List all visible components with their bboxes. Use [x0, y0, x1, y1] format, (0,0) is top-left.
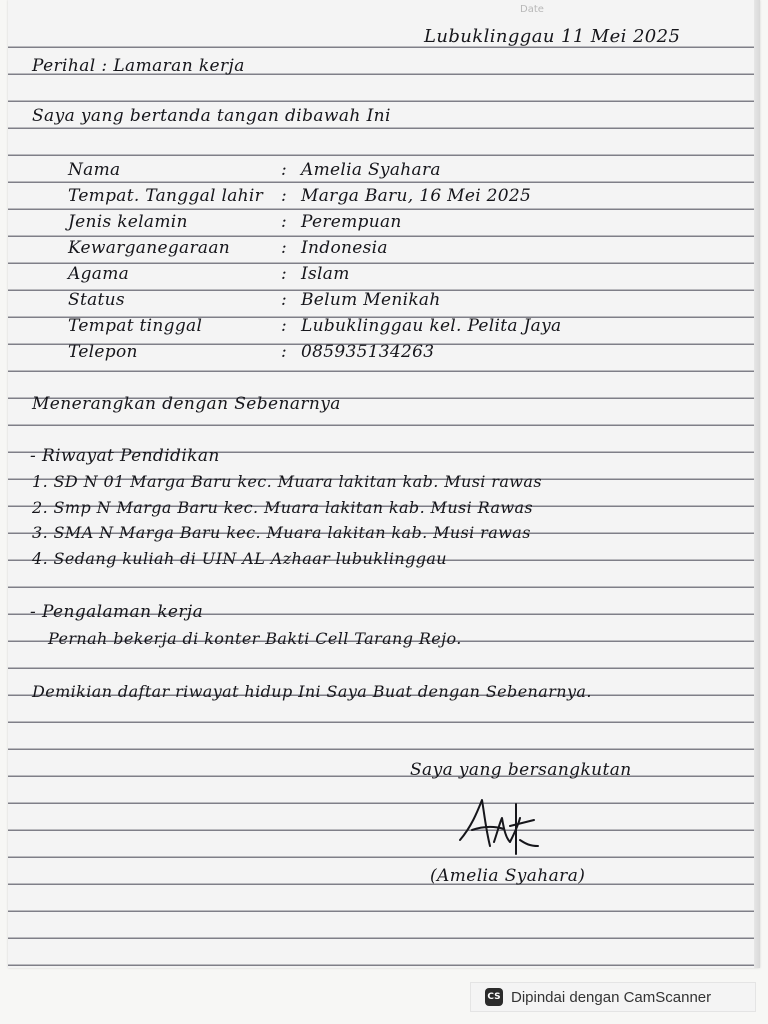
biodata-value: Islam	[301, 264, 350, 284]
biodata-value: Belum Menikah	[301, 290, 441, 310]
biodata-label: Agama	[68, 264, 130, 284]
biodata-label: Tempat. Tanggal lahir	[68, 186, 264, 206]
biodata-label: Telepon	[68, 342, 138, 362]
education-item: 3. SMA N Marga Baru kec. Muara lakitan kab. Musi rawas	[32, 523, 531, 542]
biodata-label: Status	[68, 290, 125, 310]
biodata-colon: :	[281, 316, 288, 336]
education-item: 1. SD N 01 Marga Baru kec. Muara lakitan kab. Musi rawas	[32, 472, 542, 491]
experience-heading: - Pengalaman kerja	[30, 602, 204, 622]
biodata-value: Marga Baru, 16 Mei 2025	[301, 186, 532, 206]
biodata-label: Nama	[68, 160, 121, 180]
biodata-colon: :	[281, 342, 288, 362]
biodata-label: Jenis kelamin	[68, 212, 188, 232]
biodata-colon: :	[281, 264, 288, 284]
biodata-colon: :	[281, 238, 288, 258]
signer-name: (Amelia Syahara)	[430, 866, 586, 886]
biodata-value: Lubuklinggau kel. Pelita Jaya	[301, 316, 562, 336]
biodata-value: Amelia Syahara	[301, 160, 441, 180]
biodata-value: Indonesia	[301, 238, 388, 258]
scanner-watermark	[470, 982, 756, 1012]
intro-line: Saya yang bertanda tangan dibawah Ini	[32, 106, 391, 126]
subject-line: Perihal : Lamaran kerja	[32, 56, 245, 76]
camscanner-icon: CS	[485, 988, 503, 1006]
date-hint: Date	[520, 4, 544, 15]
biodata-value: Perempuan	[301, 212, 402, 232]
biodata-label: Kewarganegaraan	[68, 238, 231, 258]
paper-edge	[754, 0, 760, 968]
education-heading: - Riwayat Pendidikan	[30, 446, 220, 466]
education-item: 2. Smp N Marga Baru kec. Muara lakitan kab. Musi Rawas	[32, 498, 534, 517]
signoff-line: Saya yang bersangkutan	[410, 760, 632, 780]
biodata-value: 085935134263	[301, 342, 435, 362]
statement-line: Menerangkan dengan Sebenarnya	[32, 394, 341, 414]
watermark-text: Dipindai dengan CamScanner	[511, 988, 712, 1006]
biodata-colon: :	[281, 212, 288, 232]
lined-paper	[8, 0, 760, 968]
education-item: 4. Sedang kuliah di UIN AL Azhaar lubuklinggau	[32, 549, 447, 568]
biodata-colon: :	[281, 186, 288, 206]
place-date: Lubuklinggau 11 Mei 2025	[424, 26, 681, 47]
biodata-colon: :	[281, 160, 288, 180]
biodata-colon: :	[281, 290, 288, 310]
experience-text: Pernah bekerja di konter Bakti Cell Tarang Rejo.	[48, 629, 462, 648]
closing-line: Demikian daftar riwayat hidup Ini Saya Buat dengan Sebenarnya.	[32, 682, 592, 701]
biodata-label: Tempat tinggal	[68, 316, 203, 336]
handwritten-signature	[454, 796, 544, 858]
